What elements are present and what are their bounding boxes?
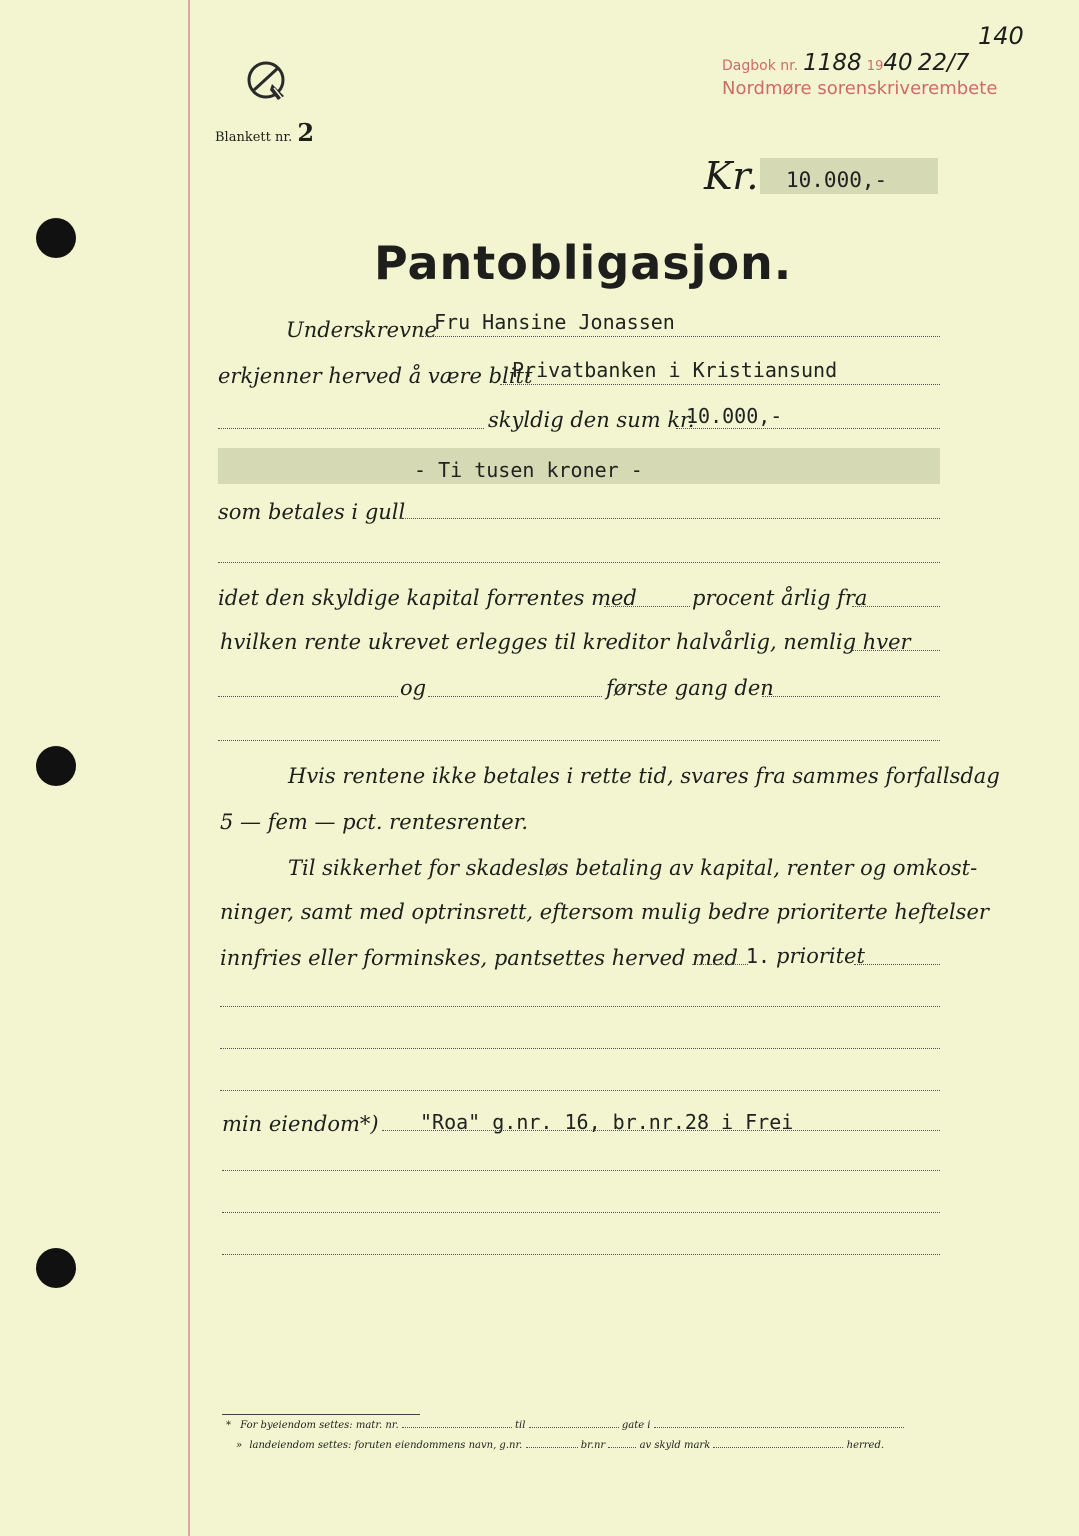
footnote-2-marker: » [236, 1440, 243, 1451]
footnote-1c: gate i [621, 1420, 651, 1431]
margin-rule [188, 0, 190, 1536]
footnote-2b: br.nr [580, 1440, 606, 1451]
hvilken-line [852, 650, 940, 651]
blank-line-1 [218, 562, 940, 563]
prioritet-line-right [854, 964, 940, 965]
blank-line-8 [222, 1254, 940, 1255]
erkjenner-label: erkjenner herved å være blitt [218, 364, 533, 388]
idet-label: idet den skyldige kapital forrentes med [218, 586, 637, 610]
hvilken-label: hvilken rente ukrevet erlegges til kreditor halvårlig, nemlig hver [220, 630, 911, 654]
footnote-2a: landeiendom settes: foruten eiendommens navn, g.nr. [249, 1440, 523, 1451]
punch-hole-middle [36, 746, 76, 786]
footnote-1-marker: * [226, 1420, 231, 1431]
blank-line-7 [222, 1212, 940, 1213]
betales-line [400, 518, 940, 519]
year-prefix: 19 [866, 59, 884, 74]
footnote-line2 [236, 1440, 884, 1451]
security-clause-line1: Til sikkerhet for skadesløs betaling av kapital, renter og omkost- [288, 856, 978, 880]
kr-amount-box [760, 158, 938, 194]
kr-amount: 10.000,- [786, 168, 888, 192]
og-line-right [428, 696, 602, 697]
interest-clause-line2: 5 — fem — pct. rentesrenter. [220, 810, 529, 834]
skyldig-line-left [218, 428, 484, 429]
blankett-number [215, 118, 314, 147]
skyldig-value: 10.000,- [686, 404, 783, 428]
registry-stamp [722, 50, 997, 99]
skyldig-line-right [676, 428, 940, 429]
creditor-value: Privatbanken i Kristiansund [512, 358, 838, 382]
security-clause-line3: innfries eller forminskes, pantsettes herved med [220, 946, 738, 970]
footnote-1b: til [515, 1420, 526, 1431]
betales-label: som betales i gull [218, 500, 406, 524]
footnote-line1 [226, 1420, 904, 1431]
kr-label: Kr. [704, 154, 759, 198]
prioritet-label: prioritet [776, 944, 865, 968]
underskrevne-line [420, 336, 940, 337]
forste-label: første gang den [606, 676, 774, 700]
footnote-1a: For byeiendom settes: matr. nr. [240, 1420, 399, 1431]
stamp-date: 22/7 [917, 50, 970, 76]
erkjenner-line [500, 384, 940, 385]
amount-words-band [218, 448, 940, 484]
forste-line [762, 696, 940, 697]
punch-hole-bottom [36, 1248, 76, 1288]
stamp-office: Nordmøre sorenskriverembete [722, 78, 998, 99]
fra-line [852, 606, 940, 607]
blank-line-3 [220, 1006, 940, 1007]
procent-label: procent årlig fra [692, 586, 868, 610]
emblem-logo [244, 58, 292, 108]
blank-line-4 [220, 1048, 940, 1049]
punch-hole-top [36, 218, 76, 258]
underskrevne-label: Underskrevne [286, 318, 437, 342]
og-line-left [218, 696, 398, 697]
blank-line-2 [218, 740, 940, 741]
footnote-2c: av skyld mark [639, 1440, 711, 1451]
blankett-value: 2 [297, 118, 315, 147]
dagbok-label: Dagbok nr. [722, 58, 799, 74]
footnote-rule [222, 1414, 420, 1415]
amount-words: - Ti tusen kroner - [414, 458, 643, 482]
eiendom-label: min eiendom*) [222, 1112, 379, 1136]
interest-clause-line1: Hvis rentene ikke betales i rette tid, svares fra sammes forfallsdag [288, 764, 1000, 788]
blankett-label: Blankett nr. [215, 130, 293, 145]
page-number: 140 [978, 22, 1024, 50]
stamp-year: 40 [883, 50, 913, 76]
procent-line [604, 606, 690, 607]
skyldig-label: skyldig den sum kr. [488, 408, 695, 432]
prioritet-value: 1. [746, 944, 771, 968]
document-title: Pantobligasjon. [374, 236, 793, 290]
footnote-2d: herred. [846, 1440, 885, 1451]
underskrevne-value: Fru Hansine Jonassen [434, 310, 675, 334]
blank-line-5 [220, 1090, 940, 1091]
dagbok-number: 1188 [803, 50, 862, 76]
og-label: og [400, 676, 427, 700]
blank-line-6 [222, 1170, 940, 1171]
security-clause-line2: ninger, samt med optrinsrett, eftersom mulig bedre prioriterte heftelser [220, 900, 989, 924]
property-value: "Roa" g.nr. 16, br.nr.28 i Frei [420, 1110, 794, 1134]
prioritet-line [692, 964, 748, 965]
